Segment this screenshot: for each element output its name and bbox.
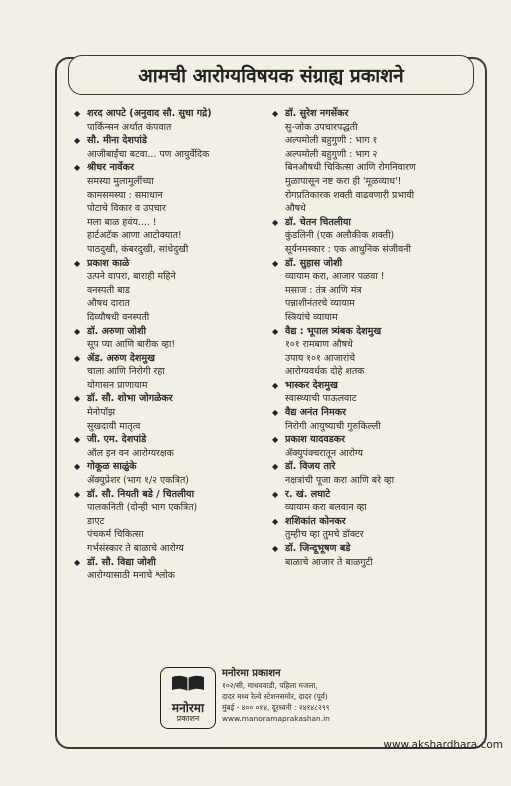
- diamond-bullet-icon: ◆: [272, 462, 279, 472]
- book-title: तुम्हीच व्हा तुमचे डॉक्टर: [285, 529, 364, 541]
- publication-entry: [74, 352, 274, 393]
- publication-entry: [74, 488, 274, 556]
- diamond-bullet-icon: ◆: [74, 136, 81, 146]
- author-name: शशिकांत कोनकर: [285, 515, 346, 527]
- author-heading: [74, 257, 274, 271]
- book-title: सु-जोक उपचारपद्धती: [285, 121, 358, 133]
- book-title: कुंडलिनी (एक अलौकीक शक्ती): [285, 230, 395, 242]
- publication-entry: [74, 161, 274, 256]
- book-title: आजीबाईंचा बटवा... पण आयुर्वेदिक: [87, 148, 210, 160]
- book-title: समस्या मुलामुलींच्या: [87, 175, 154, 187]
- diamond-bullet-icon: ◆: [272, 435, 279, 445]
- diamond-bullet-icon: ◆: [74, 489, 81, 499]
- author-name: डॉ. सौ. शोभा जोगळेकर: [87, 393, 173, 405]
- diamond-bullet-icon: ◆: [272, 258, 279, 268]
- publication-entry: [272, 406, 472, 433]
- author-name: गोकूळ साळुंके: [87, 461, 137, 473]
- book-title: औषध दारात: [87, 298, 130, 310]
- book-title: अल्पमोली बहुगुणी : भाग २: [285, 148, 378, 160]
- publication-entry: [272, 325, 472, 379]
- author-heading: [74, 352, 274, 366]
- author-heading: [272, 433, 472, 447]
- book-title: ॲक्युप्रेशर (भाग १/२ एकत्रित): [87, 475, 189, 487]
- book-title: दिव्यौषधी वनस्पती: [87, 311, 150, 323]
- book-title: सुखदायी मातृत्व: [87, 420, 141, 432]
- publication-entry: [74, 556, 274, 583]
- author-name: डॉ. चेतन चितलीया: [285, 216, 351, 228]
- book-title: व्यायाम करा, आजार पळवा !: [285, 271, 385, 283]
- book-title: पालकनिती (दोन्ही भाग एकत्रित): [87, 502, 198, 514]
- book-title: कामसमस्या : समाधान: [87, 189, 163, 201]
- publisher-address-line1: १०२/सी, माधववाडी, पहिला मजला,: [222, 681, 318, 690]
- book-title: स्त्रियांचे व्यायाम: [285, 311, 338, 323]
- book-title: योगासन प्राणायाम: [87, 379, 148, 391]
- author-heading: [74, 392, 274, 406]
- book-title: बिनऔषधी चिकित्सा आणि रोगनिवारण: [285, 162, 416, 174]
- author-heading: [74, 488, 274, 502]
- publisher-logo: [160, 667, 216, 729]
- book-title: आरोग्यवर्धक दोहे शतक: [285, 366, 365, 378]
- publication-entry: [74, 325, 274, 352]
- diamond-bullet-icon: ◆: [272, 380, 279, 390]
- left-column: [74, 107, 274, 583]
- book-title: वनस्पती बाड: [87, 284, 130, 296]
- author-heading: [272, 515, 472, 529]
- book-title: निरोगी आयुष्याची गुरुकिल्ली: [285, 420, 381, 432]
- author-heading: [74, 134, 274, 148]
- author-heading: [272, 542, 472, 556]
- publication-entry: [74, 433, 274, 460]
- author-heading: [272, 257, 472, 271]
- publisher-phone: मुंबई - ४०० ०१४, दूरध्वनी : २४१४८२९९: [222, 703, 330, 712]
- author-name: ॲड. अरुण देशमुख: [87, 352, 155, 364]
- publication-entry: [272, 515, 472, 542]
- book-title: ॲक्युपंक्चरातून आरोग्य: [285, 447, 363, 459]
- publication-entry: [74, 134, 274, 161]
- book-title: १०१ रामबाण औषधे: [285, 339, 353, 351]
- book-title: पाठदुखी, कंबरदुखी, सांधेदुखी: [87, 243, 189, 255]
- author-name: डॉ. अरुणा जोशी: [87, 325, 147, 337]
- author-name: डॉ. सौ. नियती बडे / चितलीया: [87, 488, 195, 500]
- author-heading: [74, 460, 274, 474]
- book-title: आरोग्यासाठी मनाचे श्लोक: [87, 570, 175, 582]
- author-name: जी. एम. देशपांडे: [87, 434, 147, 446]
- publication-entry: [272, 107, 472, 216]
- author-heading: [272, 406, 472, 420]
- author-heading: [272, 460, 472, 474]
- author-name: डॉ. विजय तारे: [285, 461, 336, 473]
- author-name: वैद्य अनंत निमकर: [285, 407, 347, 419]
- author-name: प्रकाश यादवडकर: [285, 434, 346, 446]
- author-heading: [272, 325, 472, 339]
- book-title: व्यायाम करा बलवान व्हा: [285, 502, 367, 514]
- book-title: मसाज : तंत्र आणि मंत्र: [285, 284, 362, 296]
- book-title: स्वास्थ्याची पाऊलवाट: [285, 393, 357, 405]
- diamond-bullet-icon: ◆: [74, 353, 81, 363]
- diamond-bullet-icon: ◆: [74, 326, 81, 336]
- publication-entry: [272, 379, 472, 406]
- book-title: गर्भसंस्कार ते बाळाचे आरोग्य: [87, 543, 184, 554]
- author-name: वैद्य : भूपाल त्र्यंबक देशमुख: [285, 325, 382, 337]
- book-title: सूर्यनमस्कार : एक आधुनिक संजीवनी: [285, 243, 411, 255]
- book-title: नक्षत्रांची पूजा करा आणि बरे व्हा: [285, 475, 395, 487]
- author-heading: [74, 161, 274, 175]
- author-name: श्रीधर नार्वेकर: [87, 162, 134, 174]
- book-title: उत्पने वापरा, बाराही महिने: [87, 271, 176, 283]
- publication-entry: [272, 216, 472, 257]
- diamond-bullet-icon: ◆: [74, 435, 81, 445]
- author-name: डॉ. जिन्दूभूषण बडे: [285, 543, 351, 554]
- author-heading: [74, 107, 274, 121]
- book-title: रोगप्रतिकारक शक्ती वाढवणारी प्रभावी: [285, 189, 415, 201]
- book-title: चाला आणि निरोगी रहा: [87, 366, 165, 378]
- publication-entry: [272, 488, 472, 515]
- diamond-bullet-icon: ◆: [74, 557, 81, 567]
- author-heading: [272, 216, 472, 230]
- author-name: प्रकाश काळे: [87, 257, 130, 269]
- book-title: डाएट: [87, 515, 105, 527]
- right-column: [272, 107, 472, 569]
- diamond-bullet-icon: ◆: [272, 408, 279, 418]
- diamond-bullet-icon: ◆: [272, 544, 279, 553]
- publisher-name: मनोरमा प्रकाशन: [222, 668, 281, 679]
- diamond-bullet-icon: ◆: [74, 163, 81, 173]
- publication-entry: [272, 257, 472, 325]
- publisher-address-line2: दादर मध्य रेल्वे स्टेशनसमोर, दादर (पूर्व): [222, 692, 328, 701]
- author-heading: [74, 556, 274, 570]
- author-name: डॉ. सुहास जोशी: [285, 257, 343, 269]
- book-title: पंचकर्म चिकित्सा: [87, 529, 144, 541]
- book-title: मुळापासून नष्ट करा ही 'मूळव्याध'!: [285, 175, 402, 187]
- book-title: पन्नाशीनंतरचे व्यायाम: [285, 298, 355, 310]
- book-title: ऑल इन वन आरोग्यरक्षक: [87, 447, 174, 459]
- author-name: भास्कर देशमुख: [285, 379, 338, 391]
- diamond-bullet-icon: ◆: [74, 462, 81, 472]
- book-title: सूप प्या आणि बारीक व्हा!: [87, 339, 176, 351]
- book-icon: [170, 674, 206, 692]
- book-title: मला बाळ हवंय.... !: [87, 216, 157, 228]
- author-name: डॉ. सुरेश नगर्सेकर: [285, 108, 349, 119]
- author-name: डॉ. सौ. विद्या जोशी: [87, 556, 156, 568]
- author-heading: [272, 488, 472, 502]
- author-heading: [272, 379, 472, 393]
- diamond-bullet-icon: ◆: [272, 516, 279, 526]
- publication-entry: [272, 433, 472, 460]
- diamond-bullet-icon: ◆: [272, 326, 279, 336]
- publication-entry: [74, 460, 274, 487]
- book-title: औषधे: [285, 203, 306, 215]
- book-title: पोटाचे विकार व उपचार: [87, 203, 166, 215]
- book-title: मेनोपॉझ: [87, 407, 116, 419]
- publication-entry: [272, 542, 472, 569]
- book-title: अल्पमोली बहुगुणी : भाग १: [285, 135, 378, 147]
- author-heading: [74, 325, 274, 339]
- book-title: पार्किन्सन अर्थात कंपवात: [87, 121, 172, 133]
- book-title: हार्टअटॅक आणा आटोक्यात!: [87, 230, 182, 242]
- diamond-bullet-icon: ◆: [272, 217, 279, 227]
- diamond-bullet-icon: ◆: [272, 489, 279, 499]
- author-heading: [74, 433, 274, 447]
- book-title: उपाय १०१ आजारांचे: [285, 352, 356, 364]
- author-heading: [272, 107, 472, 121]
- publication-entry: [74, 107, 274, 134]
- publication-entry: [74, 392, 274, 433]
- publisher-details: [222, 667, 392, 724]
- author-name: शरद आपटे (अनुवाद सौ. सुधा गद्रे): [87, 108, 212, 119]
- publication-entry: [74, 257, 274, 325]
- logo-name: मनोरमा: [171, 701, 205, 715]
- publisher-website: www.manoramaprakashan.in: [222, 714, 330, 723]
- footer-website: www.akshardhara.com: [383, 739, 503, 751]
- publisher-block: [160, 663, 386, 733]
- publication-entry: [272, 460, 472, 487]
- page-title: आमची आरोग्यविषयक संग्राह्य प्रकाशने: [68, 55, 474, 95]
- book-title: बाळाचे आजार ते बाळगुटी: [285, 556, 373, 568]
- diamond-bullet-icon: ◆: [74, 394, 81, 404]
- diamond-bullet-icon: ◆: [74, 258, 81, 268]
- logo-subtitle: प्रकाशन: [176, 714, 200, 723]
- author-name: र. खं. लघाटे: [285, 488, 331, 500]
- diamond-bullet-icon: ◆: [272, 109, 279, 118]
- author-name: सौ. मीना देशपांडे: [87, 135, 148, 147]
- diamond-bullet-icon: ◆: [74, 109, 81, 118]
